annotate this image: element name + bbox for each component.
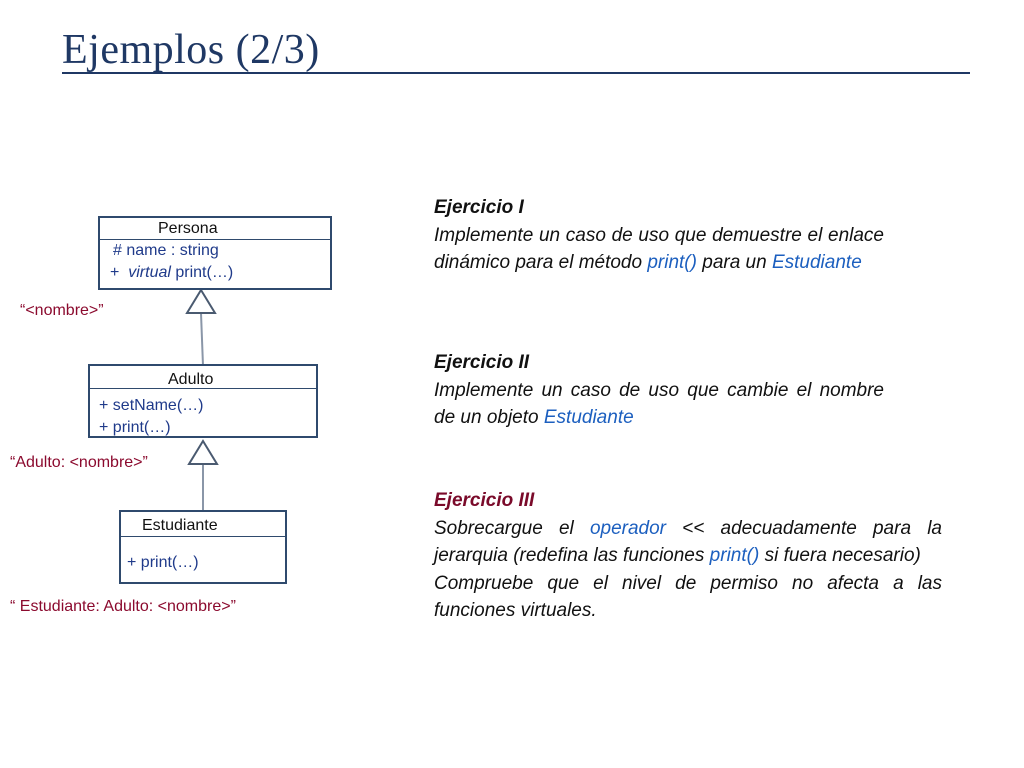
attribute-name: # name : string [113, 242, 219, 259]
class-separator [100, 239, 330, 240]
method-print: + print(…) [99, 419, 171, 436]
exercise-3-text: Sobrecargue el [434, 517, 590, 539]
exercise-3-heading: Ejercicio III [434, 490, 535, 511]
method-print: + print(…) [127, 554, 199, 571]
exercise-3-operador: operador [589, 517, 666, 539]
class-name-persona: Persona [158, 220, 218, 237]
exercise-1-heading: Ejercicio I [434, 197, 524, 218]
class-name-estudiante: Estudiante [142, 517, 218, 534]
inheritance-arrow-adulto [189, 441, 217, 464]
output-label-adulto: “Adulto: <nombre>” [10, 454, 148, 471]
connector-adulto-persona [201, 313, 203, 366]
output-label-estudiante: “ Estudiante: Adulto: <nombre>” [10, 598, 236, 615]
exercise-3-note: Compruebe que el nivel de permiso no afecta a las funciones virtuales. [434, 572, 942, 621]
exercise-2 [434, 349, 884, 432]
class-box-persona [98, 216, 332, 290]
exercise-1-text: Implemente un caso de uso que demuestre el enlace dinámico para el método [434, 224, 884, 273]
exercise-3 [434, 487, 942, 625]
exercise-1-print-method: print() [647, 252, 697, 273]
exercise-1-text: para un [696, 252, 772, 273]
exercise-2-heading: Ejercicio II [434, 352, 530, 373]
page-title: Ejemplos (2/3) [62, 27, 320, 73]
exercise-3-text: si fuera necesario) [759, 545, 921, 566]
class-box-adulto [88, 364, 318, 438]
method-setname: + setName(…) [99, 397, 204, 414]
exercise-2-estudiante: Estudiante [543, 407, 634, 428]
class-name-adulto: Adulto [168, 371, 214, 388]
exercise-1-estudiante: Estudiante [771, 252, 862, 273]
class-box-estudiante [119, 510, 287, 584]
class-separator [121, 536, 285, 537]
method-print-virtual: + virtual print(…) [110, 264, 234, 281]
exercise-3-text: << adecuadamente para la jerarquia (redefina las funciones [434, 517, 942, 566]
inheritance-arrow-persona [187, 290, 215, 313]
exercise-2-text: Implemente un caso de uso que cambie el nombre de un objeto [434, 379, 884, 428]
output-label-persona: “<nombre>” [20, 302, 104, 319]
exercise-3-print-method: print() [709, 545, 760, 566]
exercise-1 [434, 194, 884, 277]
class-separator [90, 388, 316, 389]
